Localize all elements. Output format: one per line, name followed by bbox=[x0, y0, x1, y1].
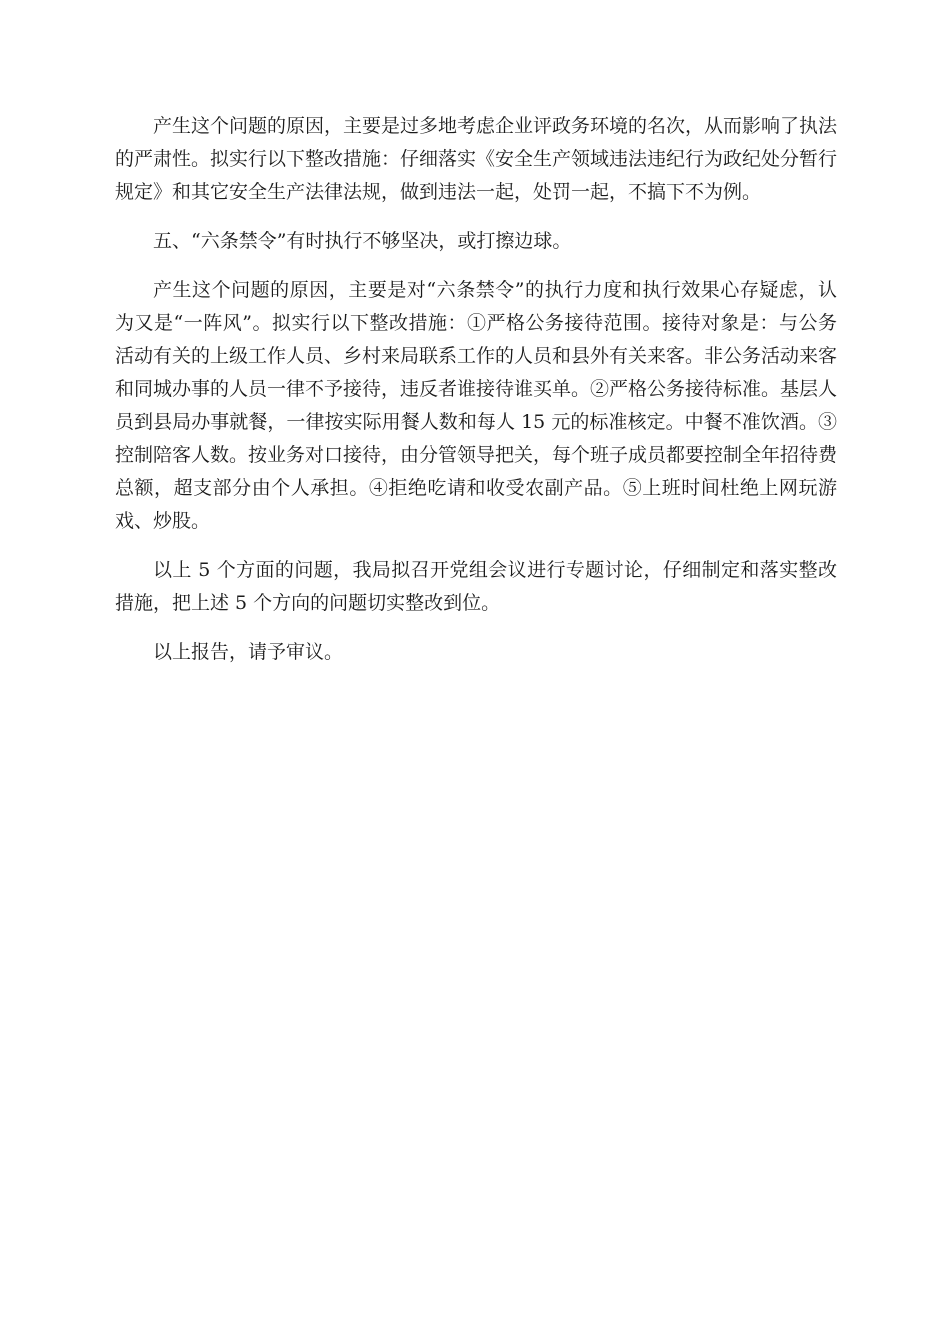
paragraph-cause-enforcement: 产生这个问题的原因，主要是过多地考虑企业评政务环境的名次，从而影响了执法的严肃性。拟实行以下整改措施：仔细落实《安全生产领域违法违纪行为政纪处分暂行规定》和其它安全生产法律法规，做到违法一起，处罚一起，不搞下不为例。 bbox=[115, 115, 838, 203]
paragraph-summary: 以上 5 个方面的问题，我局拟召开党组会议进行专题讨论，仔细制定和落实整改措施，把上述 5 个方向的问题切实整改到位。 bbox=[115, 559, 837, 614]
paragraph-heading-five: 五、“六条禁令”有时执行不够坚决，或打擦边球。 bbox=[153, 230, 572, 252]
paragraph-closing: 以上报告，请予审议。 bbox=[153, 641, 344, 663]
paragraph-cause-six-bans: 产生这个问题的原因，主要是对“六条禁令”的执行力度和执行效果心存疑虑，认为又是“一阵风”。拟实行以下整改措施：①严格公务接待范围。接待对象是：与公务活动有关的上级工作人员、乡村来局联系工作的人员和县外有关来客。非公务活动来客和同城办事的人员一律不予接待，违反者谁接待谁买单。②严格公务接待标准。基层人员到县局办事就餐，一律按实际用餐人数和每人 15 元的标准核定。中餐不准饮酒。③控制陪客人数。按业务对口接待，由分管领导把关，每个班子成员都要控制全年招待费总额，超支部分由个人承担。④拒绝吃请和收受农副产品。⑤上班时间杜绝上网玩游戏、炒股。 bbox=[115, 279, 838, 532]
document-body bbox=[115, 110, 837, 685]
